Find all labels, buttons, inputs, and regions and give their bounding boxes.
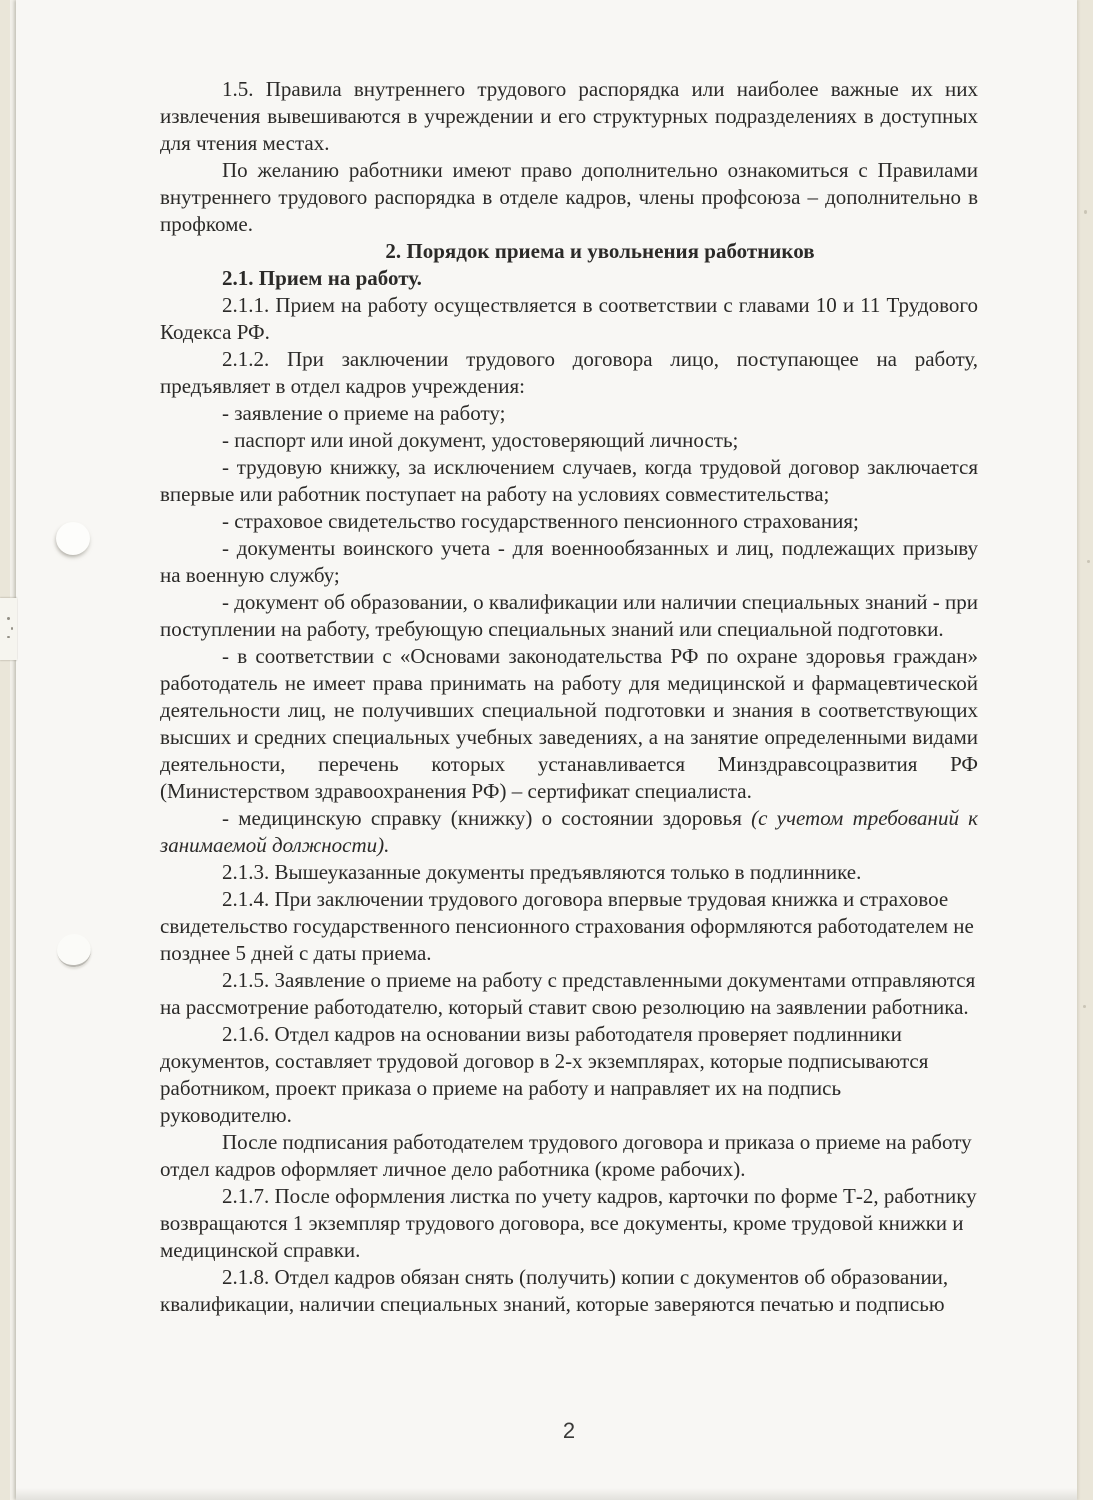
paragraph xyxy=(160,886,978,967)
paragraph-text: 2.1.8. Отдел кадров обязан снять (получить) копии с документов об образовании, квалификации, наличии специальных знаний, которые заверяются печатью и подписью xyxy=(160,1265,949,1316)
scan-edge-tab xyxy=(0,598,17,660)
paragraph xyxy=(160,643,978,805)
paragraph-text: По желанию работники имеют право дополнительно ознакомиться с Правилами внутреннего трудового распорядка в отделе кадров, члены профсоюза – дополнительно в профкоме. xyxy=(160,158,978,236)
paragraph xyxy=(160,427,978,454)
paragraph-text: 2.1.1. Прием на работу осуществляется в соответствии с главами 10 и 11 Трудового Кодекса РФ. xyxy=(160,293,978,344)
paragraph xyxy=(160,292,978,346)
section-heading xyxy=(160,238,978,265)
paragraph-text: 2.1.7. После оформления листка по учету кадров, карточки по форме Т-2, работнику возвращаются 1 экземпляр трудового договора, все документы, кроме трудовой книжки и медицинской справки. xyxy=(160,1184,977,1262)
paragraph xyxy=(160,508,978,535)
paragraph xyxy=(160,967,978,1021)
hole-punch-top xyxy=(56,522,90,555)
scan-speck xyxy=(7,636,10,638)
paragraph-text: - трудовую книжку, за исключением случаев, когда трудовой договор заключается впервые или работник поступает на работу на условиях совместительства; xyxy=(160,455,978,506)
paragraph-text: - медицинскую справку (книжку) о состоянии здоровья xyxy=(222,806,752,830)
paragraph xyxy=(160,346,978,400)
paragraph-text: 2.1.4. При заключении трудового договора впервые трудовая книжка и страховое свидетельство государственного пенсионного страхования оформляются работодателем не позднее 5 дней с даты приема. xyxy=(160,887,974,965)
scan-bottom-shadow xyxy=(16,1488,1077,1500)
paragraph-text: - в соответствии с «Основами законодательства РФ по охране здоровья граждан» работодатель не имеет права принимать на работу для медицинской и фармацевтической деятельности лиц, не получивших специальной подготовки и знания в соответствующих высших и средних специальных учебных заведениях, а на занятие определенными видами деятельности, перечень которых устанавливается Минздравсоцразвития РФ (Министерством здравоохранения РФ) – сертификат специалиста. xyxy=(160,644,978,803)
paragraph-text: После подписания работодателем трудового договора и приказа о приеме на работу отдел кадров оформляет личное дело работника (кроме рабочих). xyxy=(160,1130,972,1181)
scan-speck xyxy=(1084,210,1087,214)
paragraph-text: - документ об образовании, о квалификации или наличии специальных знаний - при поступлении на работу, требующую специальных знаний или специальной подготовки. xyxy=(160,590,978,641)
paragraph-text: 2.1.2. При заключении трудового договора лицо, поступающее на работу, предъявляет в отдел кадров учреждения: xyxy=(160,347,978,398)
paragraph-text: 2.1.6. Отдел кадров на основании визы работодателя проверяет подлинники документов, составляет трудовой договор в 2-х экземплярах, которые подписываются работником, проект приказа о приеме на работу и направляет их на подпись руководителю. xyxy=(160,1022,929,1127)
section-heading xyxy=(160,265,978,292)
scan-speck xyxy=(7,617,10,620)
document-body xyxy=(160,76,978,1318)
paragraph xyxy=(160,76,978,157)
paragraph-text: 2. Порядок приема и увольнения работников xyxy=(385,239,815,263)
paragraph xyxy=(160,1183,978,1264)
paragraph-text: 1.5. Правила внутреннего трудового распорядка или наиболее важные их них извлечения вывешиваются в учреждении и его структурных подразделениях в доступных для чтения местах. xyxy=(160,77,978,155)
scan-speck xyxy=(11,627,13,630)
paragraph xyxy=(160,1264,978,1318)
paragraph xyxy=(160,1129,978,1183)
paragraph xyxy=(160,805,978,859)
paragraph xyxy=(160,400,978,427)
paragraph-text: 2.1. Прием на работу. xyxy=(222,266,422,290)
paragraph xyxy=(160,1021,978,1129)
paragraph xyxy=(160,454,978,508)
paragraph xyxy=(160,535,978,589)
paragraph xyxy=(160,157,978,238)
scan-speck xyxy=(1087,560,1090,563)
paragraph-text: - заявление о приеме на работу; xyxy=(222,401,506,425)
paragraph-text: - паспорт или иной документ, удостоверяющий личность; xyxy=(222,428,739,452)
paragraph xyxy=(160,859,978,886)
paragraph-text: 2.1.5. Заявление о приеме на работу с представленными документами отправляются на рассмотрение работодателю, который ставит свою резолюцию на заявлении работника. xyxy=(160,968,976,1019)
paragraph-italic-text: (с учетом требований к занимаемой должности). xyxy=(160,806,979,857)
document-page xyxy=(16,0,1077,1500)
paragraph-text: 2.1.3. Вышеуказанные документы предъявляются только в подлиннике. xyxy=(222,860,862,884)
paragraph xyxy=(160,589,978,643)
page-number: 2 xyxy=(562,1418,576,1443)
paragraph-text: - страховое свидетельство государственного пенсионного страхования; xyxy=(222,509,859,533)
paragraph-text: - документы воинского учета - для военнообязанных и лиц, подлежащих призыву на военную службу; xyxy=(160,536,978,587)
scan-speck xyxy=(1083,1005,1086,1008)
